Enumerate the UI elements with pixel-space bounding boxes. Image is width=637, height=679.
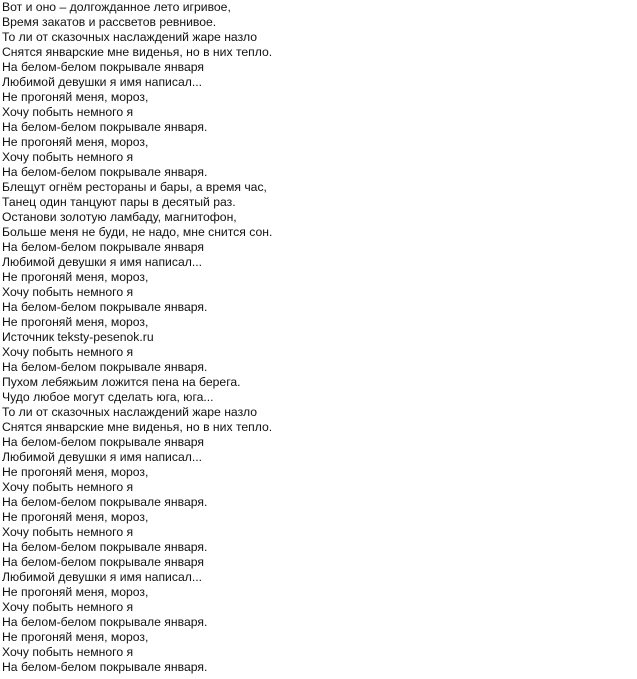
lyric-line: Хочу побыть немного я	[2, 645, 134, 659]
lyric-line: То ли от сказочных наслаждений жаре назло	[2, 30, 258, 44]
lyric-line: Хочу побыть немного я	[2, 105, 134, 119]
lyric-line: На белом-белом покрывале января	[2, 240, 204, 254]
lyric-line: Источник teksty-pesenok.ru	[2, 330, 154, 344]
lyric-line: Хочу побыть немного я	[2, 150, 134, 164]
lyric-line: На белом-белом покрывале января.	[2, 120, 208, 134]
lyric-line: Вот и оно – долгожданное лето игривое,	[2, 0, 231, 14]
lyric-line: Хочу побыть немного я	[2, 600, 134, 614]
lyric-line: Снятся январские мне виденья, но в них тепло.	[2, 420, 273, 434]
lyric-line: Не прогоняй меня, мороз,	[2, 465, 149, 479]
lyric-line: На белом-белом покрывале января	[2, 60, 204, 74]
lyric-line: На белом-белом покрывале января.	[2, 495, 208, 509]
lyric-line: Не прогоняй меня, мороз,	[2, 585, 149, 599]
lyric-line: Любимой девушки я имя написал...	[2, 570, 202, 584]
lyric-line: Любимой девушки я имя написал...	[2, 255, 202, 269]
lyric-line: Хочу побыть немного я	[2, 525, 134, 539]
lyric-line: Не прогоняй меня, мороз,	[2, 135, 149, 149]
lyric-line: Хочу побыть немного я	[2, 480, 134, 494]
lyric-line: Останови золотую ламбаду, магнитофон,	[2, 210, 237, 224]
lyric-line: Любимой девушки я имя написал...	[2, 75, 202, 89]
lyric-line: Хочу побыть немного я	[2, 285, 134, 299]
lyric-line: Чудо любое могут сделать юга, юга...	[2, 390, 214, 404]
lyric-line: На белом-белом покрывале января.	[2, 300, 208, 314]
lyric-line: Не прогоняй меня, мороз,	[2, 270, 149, 284]
lyric-line: Блещут огнём рестораны и бары, а время час,	[2, 180, 267, 194]
lyric-line: На белом-белом покрывале января	[2, 555, 204, 569]
lyric-line: Пухом лебяжьим ложится пена на берега.	[2, 375, 241, 389]
lyric-line: На белом-белом покрывале января	[2, 435, 204, 449]
lyric-line: То ли от сказочных наслаждений жаре назло	[2, 405, 258, 419]
lyric-line: На белом-белом покрывале января.	[2, 540, 208, 554]
lyric-line: На белом-белом покрывале января.	[2, 360, 208, 374]
lyric-line: На белом-белом покрывале января.	[2, 165, 208, 179]
lyric-line: Снятся январские мне виденья, но в них тепло.	[2, 45, 273, 59]
lyric-line: Время закатов и рассветов ревнивое.	[2, 15, 217, 29]
lyric-line: Танец один танцуют пары в десятый раз.	[2, 195, 236, 209]
lyric-line: Не прогоняй меня, мороз,	[2, 630, 149, 644]
lyric-line: Не прогоняй меня, мороз,	[2, 315, 149, 329]
lyric-line: Не прогоняй меня, мороз,	[2, 510, 149, 524]
lyric-line: На белом-белом покрывале января.	[2, 615, 208, 629]
lyric-line: Хочу побыть немного я	[2, 345, 134, 359]
lyric-line: Не прогоняй меня, мороз,	[2, 90, 149, 104]
lyric-line: На белом-белом покрывале января.	[2, 660, 208, 674]
lyric-line: Любимой девушки я имя написал...	[2, 450, 202, 464]
lyric-line: Больше меня не буди, не надо, мне снится сон.	[2, 225, 273, 239]
